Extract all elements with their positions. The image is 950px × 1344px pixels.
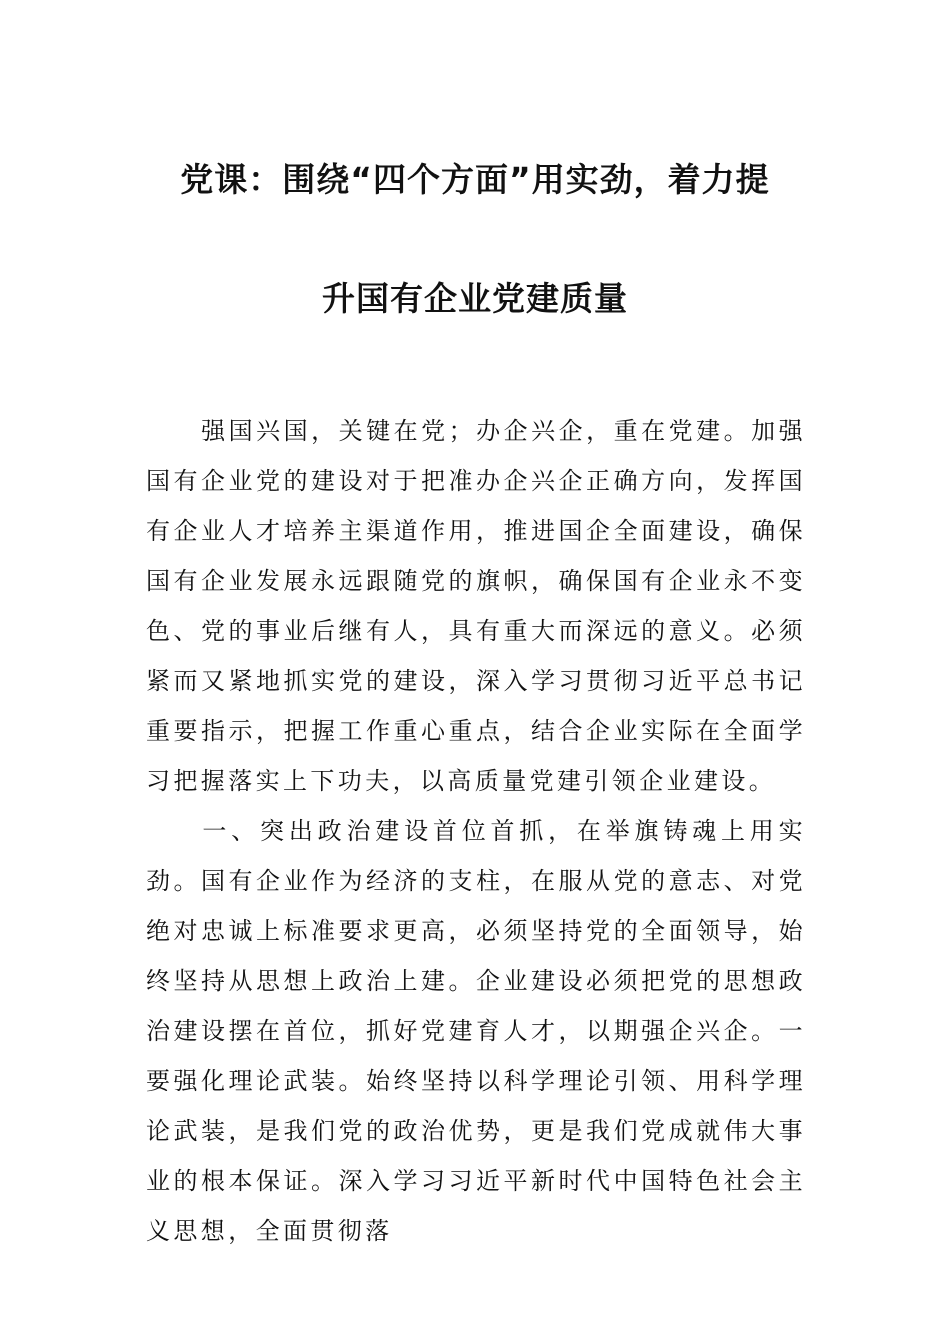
document-title-line-2: 升国有企业党建质量 bbox=[322, 279, 628, 318]
body-paragraph-1-text: 强国兴国，关键在党；办企兴企，重在党建。加强国有企业党的建设对于把准办企兴企正确方向，发挥国有企业人才培养主渠道作用，推进国企全面建设，确保国有企业发展永远跟随党的旗帜，确保国有企业永不变色、党的事业后继有人，具有重大而深远的意义。必须紧而又紧地抓实党的建设，深入学习贯彻习近平总书记重要指示，把握工作重心重点，结合企业实际在全面学习把握落实上下功夫，以高质量党建引领企业建设。 bbox=[146, 417, 806, 795]
document-title-line-1: 党课：围绕“四个方面”用实劲，着力提 bbox=[180, 160, 770, 199]
body-paragraph-2-text: 一、突出政治建设首位首抓，在举旗铸魂上用实劲。国有企业作为经济的支柱，在服从党的意志、对党绝对忠诚上标准要求更高，必须坚持党的全面领导，始终坚持从思想上政治上建。企业建设必须把党的思想政治建设摆在首位，抓好党建育人才，以期强企兴企。一要强化理论武装。始终坚持以科学理论引领、用科学理论武装，是我们党的政治优势，更是我们党成就伟大事业的根本保证。深入学习习近平新时代中国特色社会主义思想，全面贯彻落 bbox=[146, 817, 806, 1245]
body-paragraph-2 bbox=[146, 806, 806, 1256]
body-paragraph-1 bbox=[146, 406, 806, 806]
